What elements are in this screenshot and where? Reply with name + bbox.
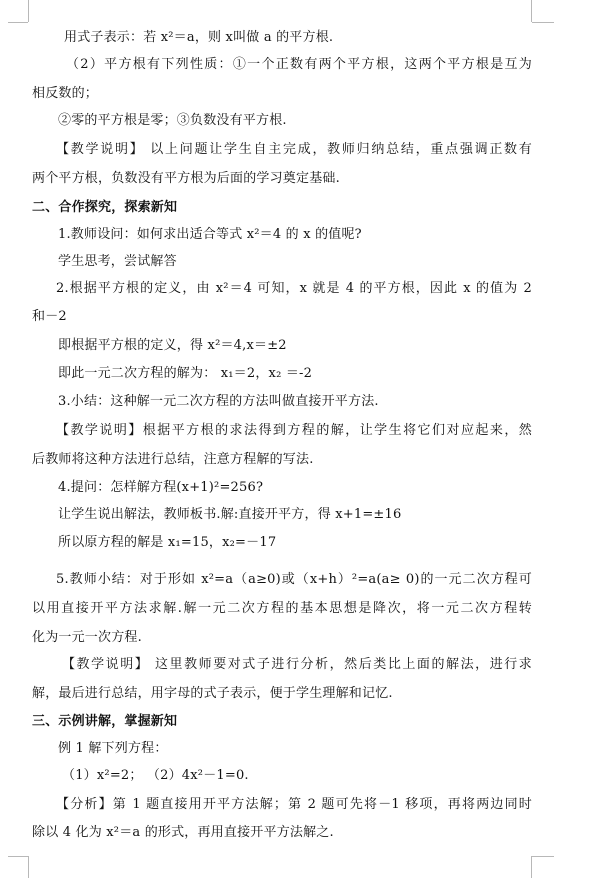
crop-mark xyxy=(8,22,28,23)
text-line: 除以 4 化为 x²＝a 的形式，再用直接开平方法解之. xyxy=(32,825,334,840)
text-line: 4.提问：怎样解方程(x+1)²=256? xyxy=(58,480,264,495)
text-line: 1.教师设问：如何求出适合等式 x²＝4 的 x 的值呢? xyxy=(58,227,362,242)
text-line: 3.小结：这种解一元二次方程的方法叫做直接开平方法. xyxy=(58,394,379,409)
text-line: （2）平方根有下列性质：①一个正数有两个平方根，这两个平方根是互为 xyxy=(66,57,532,72)
analysis-note: 【分析】第 1 题直接用开平方法解；第 2 题可先将－1 移项，再将两边同时 xyxy=(56,797,532,812)
teaching-note: 【教学说明】 这里教师要对式子进行分析，然后类比上面的解法，进行求 xyxy=(62,657,532,672)
crop-mark xyxy=(531,0,532,22)
text-line: 和－2 xyxy=(32,309,67,324)
text-line: 相反数的； xyxy=(32,86,99,101)
text-line: ②零的平方根是零；③负数没有平方根. xyxy=(58,113,287,128)
section-heading: 二、合作探究，探索新知 xyxy=(32,200,178,215)
section-heading: 三、示例讲解，掌握新知 xyxy=(32,714,178,729)
crop-mark xyxy=(28,856,29,878)
example-equations: （1）x²=2； （2）4x²－1=0. xyxy=(62,768,249,783)
text-line: 后教师将这种方法进行总结，注意方程解的写法. xyxy=(32,452,314,467)
text-line: 所以原方程的解是 x₁=15，x₂=－17 xyxy=(58,535,277,550)
crop-mark xyxy=(532,22,554,23)
text-line: 以用直接开平方法求解.解一元二次方程的基本思想是降次，将一元二次方程转 xyxy=(32,601,532,616)
teaching-note: 【教学说明】根据平方根的求法得到方程的解，让学生将它们对应起来，然 xyxy=(56,423,532,438)
text-line: 解，最后进行总结，用字母的式子表示，便于学生理解和记忆. xyxy=(32,686,393,701)
text-line: 让学生说出解法，教师板书.解:直接开平方，得 x+1=±16 xyxy=(58,507,402,522)
text-line: 即根据平方根的定义，得 x²＝4,x＝±2 xyxy=(58,338,287,353)
crop-mark xyxy=(531,856,532,878)
example-label: 例 1 解下列方程： xyxy=(58,741,168,756)
crop-mark xyxy=(532,856,554,857)
crop-mark xyxy=(8,856,28,857)
text-line: 用式子表示：若 x²＝a，则 x叫做 a 的平方根. xyxy=(64,30,334,45)
text-line: 2.根据平方根的定义，由 x²＝4 可知，x 就是 4 的平方根，因此 x 的值为 2 xyxy=(56,281,532,296)
text-line: 化为一元一次方程. xyxy=(32,630,142,645)
crop-mark xyxy=(28,0,29,22)
text-line: 5.教师小结：对于形如 x²=a（a≥0)或（x+h）²=a(a≥ 0)的一元二次方程可 xyxy=(56,572,532,587)
teaching-note: 【教学说明】 以上问题让学生自主完成，教师归纳总结，重点强调正数有 xyxy=(56,142,532,157)
text-line: 学生思考，尝试解答 xyxy=(58,254,177,269)
text-line: 两个平方根，负数没有平方根为后面的学习奠定基础. xyxy=(32,171,340,186)
text-line: 即此一元二次方程的解为： x₁＝2，x₂ ＝-2 xyxy=(58,366,313,381)
